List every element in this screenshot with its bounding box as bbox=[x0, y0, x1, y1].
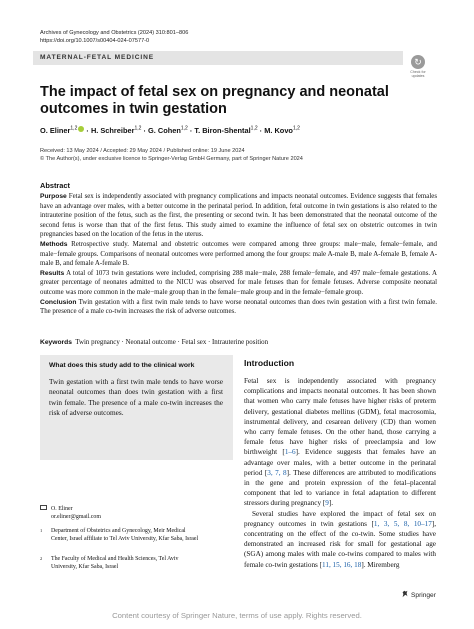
abstract-heading: Abstract bbox=[40, 181, 70, 190]
license-statement: © The Author(s), under exclusive licence to Springer-Verlag GmbH Germany, part of Springer Nature 2024 bbox=[40, 155, 303, 162]
keywords-text: Twin pregnancy · Neonatal outcome · Fetal sex · Intrauterine position bbox=[75, 339, 269, 346]
author[interactable]: M. Kovo$^{1,2}$ bbox=[264, 126, 300, 136]
methods-label: Methods bbox=[40, 240, 68, 248]
check-for-updates-label: Check for updates bbox=[410, 70, 426, 79]
introduction-paragraph: Fetal sex is independently associated with pregnancy complications and impacts neonatal outcomes. It has been shown that women who carry male fetuses have higher risks of preterm delivery, gestational diabetes mellitus (GDM), fetal macrosomia, instrumental delivery, and cesarean delivery (CD) than women who carry female fetuses. On the other hand, those carrying a female fetus have higher risks of preeclampsia and low birthweight [1–6]. Evidence suggests that females have an advantage over males, with a better outcome in the perinatal period [3, 7, 8]. These differences are attributed to modifications in the gene and protein expression of the fetal–placental component that led to variance in fetal adaptation to different stressors during pregnancy [9]. bbox=[244, 377, 436, 508]
affiliation bbox=[40, 556, 200, 571]
author[interactable]: H. Schreiber$^{1,2}$ bbox=[90, 126, 142, 136]
received-accepted-dates: Received: 13 May 2024 / Accepted: 29 May 2024 / Published online: 19 June 2024 bbox=[40, 148, 245, 154]
conclusion-label: Conclusion bbox=[40, 298, 77, 306]
section-tag bbox=[33, 51, 403, 65]
publisher-logo bbox=[401, 590, 436, 599]
affiliation bbox=[40, 528, 200, 543]
contact-name: O. Eliner bbox=[51, 506, 73, 512]
author-list: O. Eliner$^{1,2}$ · H. Schreiber$^{1,2}$ · G. Cohen$^{1,2}$ · T. Biron-Shental$^{1,2}$ · M. Kovo$^{1,2}$ bbox=[40, 126, 300, 136]
author[interactable]: G. Cohen$^{1,2}$ bbox=[148, 126, 188, 136]
keywords-label: Keywords bbox=[40, 339, 72, 346]
citation-link[interactable]: 1, 3, 5, 8, 10–17 bbox=[373, 519, 432, 528]
orcid-icon[interactable] bbox=[78, 126, 84, 132]
envelope-icon bbox=[40, 505, 47, 510]
clinical-summary-text: Twin gestation with a first twin male tends to have worse neonatal outcomes than does twin gestation with a first twin female. The presence of a male co-twin increases the risk of adverse outcomes. bbox=[49, 377, 223, 417]
refresh-icon: ↻ bbox=[411, 55, 425, 69]
citation-link[interactable]: 11, 15, 16, 18 bbox=[322, 560, 362, 569]
springer-horse-icon bbox=[401, 590, 409, 598]
results-text: A total of 1073 twin gestations were included, comprising 288 male−male, 288 female−female, and 497 male−female gestations. A greater percentage of neonates admitted to the NICU was observed for male fetuses than for female fetuses. Adverse composite neonatal outcome was more common in the male−male group than in the female−male group and in the female−female group. bbox=[40, 269, 437, 296]
citation-link[interactable]: 3, 7, 8 bbox=[267, 468, 287, 477]
affiliation-text: The Faculty of Medical and Health Sciences, Tel Aviv University, Kfar Saba, Israel bbox=[51, 556, 179, 570]
doi-link[interactable]: https://doi.org/10.1007/s00404-024-07577-0 bbox=[40, 37, 150, 44]
affiliation-text: Department of Obstetrics and Gynecology, Meir Medical Center, Israel affiliate to Tel Aviv University, Kfar Saba, Israel bbox=[51, 528, 199, 542]
purpose-label: Purpose bbox=[40, 193, 67, 200]
journal-header bbox=[40, 30, 188, 45]
section-tag-label: MATERNAL-FETAL MEDICINE bbox=[40, 54, 155, 61]
affiliation-number: 1 bbox=[40, 528, 43, 533]
introduction-paragraph: Several studies have explored the impact of fetal sex on pregnancy outcomes in twin gestations [1, 3, 5, 8, 10–17], concentrating on the effect of the co-twin. Some studies have demonstrated an increased risk for small for gestational age (SGA) among males with male co-twins compared to males with female co-twin gestations [11, 15, 16, 18]. Miremberg bbox=[244, 509, 436, 569]
results-label: Results bbox=[40, 269, 65, 277]
abstract-body bbox=[40, 192, 437, 317]
check-for-updates-button[interactable] bbox=[406, 55, 430, 79]
journal-citation: Archives of Gynecology and Obstetrics (2024) 310:801–806 bbox=[40, 30, 189, 36]
courtesy-notice: Content courtesy of Springer Nature, terms of use apply. Rights reserved. bbox=[112, 611, 362, 620]
keywords bbox=[40, 339, 268, 346]
contact-email[interactable]: or.eliner@gmail.com bbox=[51, 513, 101, 520]
author[interactable]: O. Eliner$^{1,2}$ bbox=[40, 126, 78, 136]
citation-link[interactable]: 1–6 bbox=[284, 448, 296, 457]
introduction-body bbox=[244, 376, 436, 570]
conclusion-text: Twin gestation with a first twin male tends to have worse neonatal outcomes than does twin gestation with a first twin female. The presence of a male co-twin increases the risk of adverse outcomes. bbox=[40, 298, 437, 316]
clinical-summary-box bbox=[40, 355, 233, 460]
purpose-text: Fetal sex is independently associated with pregnancy complications and impacts neonatal outcomes. Evidence suggests that females have an advantage over males, with a better outcome in the perinatal period. In addition, fetal outcome in twin gestations is also related to the intrauterine position of the fetus, such as the first, the presenting or second twin. It has been demonstrated that the neonatal outcome of the second fetus is worse than that of the first fetus. This study aimed to examine the influence of fetal sex on obstetric outcomes in twin pregnancies based on the location of the fetus in the uterus. bbox=[40, 193, 437, 239]
publisher-name: Springer bbox=[411, 592, 436, 599]
corresponding-author bbox=[40, 505, 101, 521]
methods-text: Retrospective study. Maternal and obstetric outcomes were compared among three groups: male−male, female−female, and male−female groups. Comparisons of neonatal outcomes were performed among the four groups: male A-male B, male A-female B, female A-male B, and female A-female B. bbox=[40, 240, 437, 268]
clinical-summary-title: What does this study add to the clinical work bbox=[49, 362, 195, 369]
article-title: The impact of fetal sex on pregnancy and neonatal outcomes in twin gestation bbox=[40, 84, 389, 117]
publication-dates bbox=[40, 148, 303, 163]
introduction-heading: Introduction bbox=[244, 358, 295, 368]
citation-link[interactable]: 9 bbox=[325, 499, 329, 508]
author[interactable]: T. Biron-Shental$^{1,2}$ bbox=[194, 126, 258, 136]
affiliation-number: 2 bbox=[40, 556, 43, 561]
